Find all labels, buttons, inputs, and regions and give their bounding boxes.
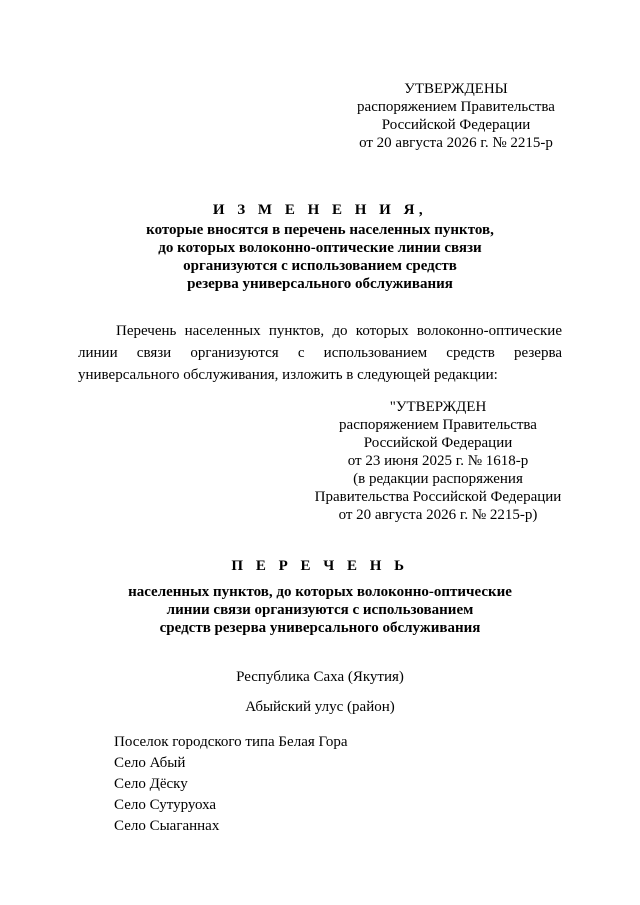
- list-subtitle: линии связи организуются с использованием: [166, 602, 474, 618]
- approval-line: распоряжением Правительства: [357, 99, 555, 115]
- settlement-list: [114, 732, 348, 837]
- list-item: Село Сутуруоха: [114, 797, 217, 813]
- list-subtitle: средств резерва универсального обслуживания: [159, 620, 481, 636]
- approval-line: от 20 августа 2026 г. № 2215-р): [338, 507, 538, 523]
- district-name: Абыйский улус (район): [245, 699, 395, 715]
- approval-line: от 23 июня 2025 г. № 1618-р: [347, 453, 529, 469]
- approval-line: от 20 августа 2026 г. № 2215-р: [359, 135, 553, 151]
- approval-block-1: [340, 80, 572, 152]
- region-name: Республика Саха (Якутия): [236, 669, 404, 685]
- list-heading: П Е Р Е Ч Е Н Ь: [231, 558, 409, 574]
- paragraph-line: универсального обслуживания, изложить в следующей редакции:: [78, 367, 498, 383]
- changes-subtitle: резерва универсального обслуживания: [187, 276, 453, 292]
- approval-title: УТВЕРЖДЕНЫ: [404, 81, 508, 97]
- changes-subtitle: которые вносятся в перечень населенных пунктов,: [146, 222, 494, 238]
- list-item: Село Сыаганнах: [114, 818, 220, 834]
- approval-line: Российской Федерации: [381, 117, 531, 133]
- approval-line: (в редакции распоряжения: [353, 471, 523, 487]
- approval-line: Российской Федерации: [363, 435, 513, 451]
- list-item: Село Дёску: [114, 776, 188, 792]
- changes-heading: И З М Е Н Е Н И Я,: [212, 202, 428, 218]
- approval-title: "УТВЕРЖДЕН: [389, 399, 487, 415]
- changes-subtitle: организуются с использованием средств: [183, 258, 457, 274]
- paragraph-line: линии связи организуются с использованием средств резерва: [78, 345, 562, 361]
- region-block: [80, 668, 560, 686]
- approval-block-2: [298, 398, 578, 524]
- list-subtitle: населенных пунктов, до которых волоконно-оптические: [128, 584, 512, 600]
- list-item: Село Абый: [114, 755, 186, 771]
- changes-subtitle: до которых волоконно-оптические линии связи: [158, 240, 482, 256]
- changes-heading-block: [80, 201, 560, 293]
- paragraph-line: Перечень населенных пунктов, до которых волоконно-оптические: [116, 323, 562, 339]
- approval-line: распоряжением Правительства: [339, 417, 537, 433]
- district-block: [80, 698, 560, 716]
- body-paragraph: [78, 320, 562, 386]
- list-heading-block: [80, 557, 560, 637]
- approval-line: Правительства Российской Федерации: [314, 489, 562, 505]
- list-item: Поселок городского типа Белая Гора: [114, 734, 348, 750]
